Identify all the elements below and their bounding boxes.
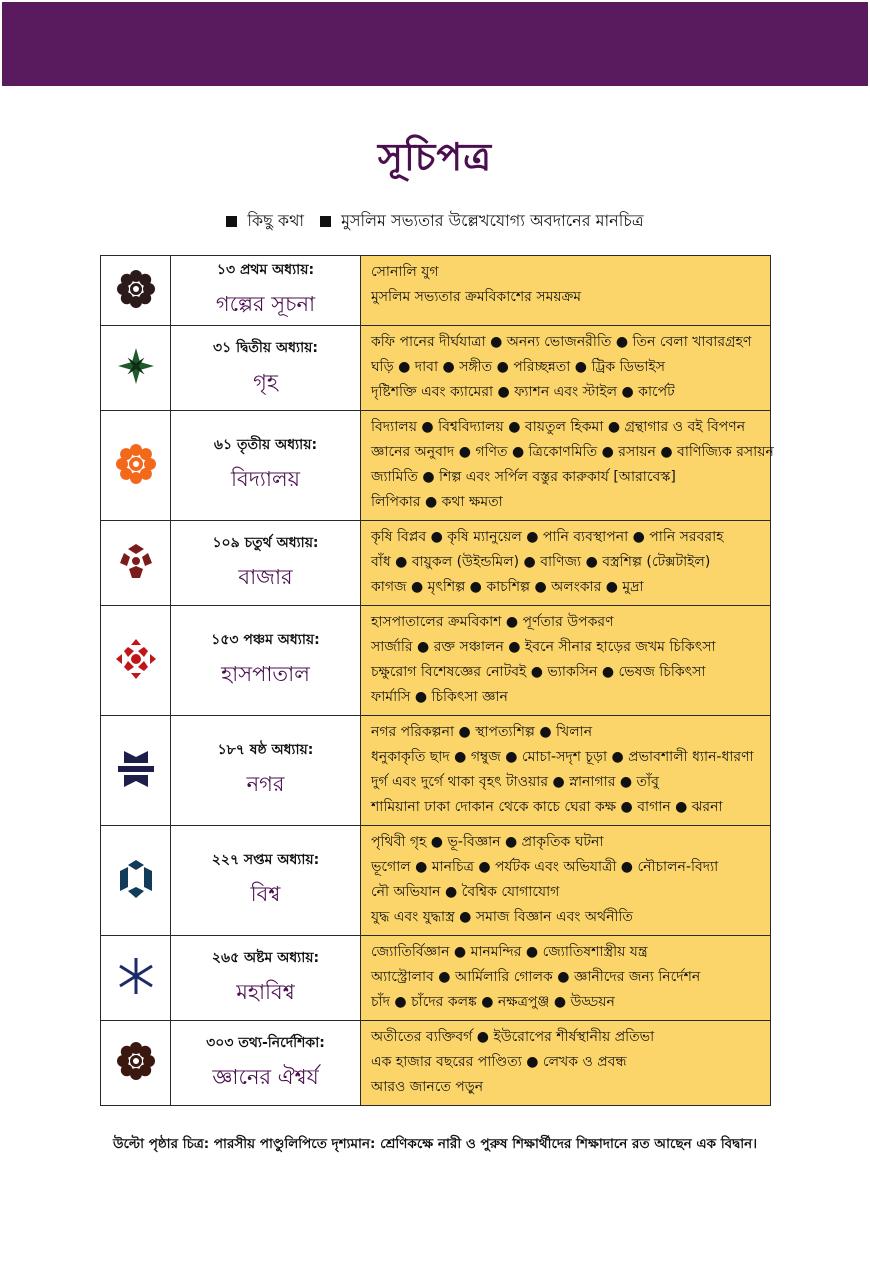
header-bar: [2, 2, 868, 86]
chapter-heading-cell: [171, 716, 361, 826]
orange-flower-icon: [114, 442, 158, 486]
chapter-icon-cell: [101, 1021, 171, 1106]
bullet-square-icon: [320, 216, 331, 227]
chapter-icon-cell: [101, 326, 171, 411]
topic-line: নৌ অভিযান ● বৈশ্বিক যোগাযোগ: [371, 884, 560, 900]
topic-line: নগর পরিকল্পনা ● স্থাপত্যশিল্প ● খিলান: [371, 724, 593, 740]
chapter-title[interactable]: নগর: [246, 772, 285, 796]
chapter-icon-cell: [101, 606, 171, 716]
topic-line: কাগজ ● মৃৎশিল্প ● কাচশিল্প ● অলংকার ● মুদ্রা: [371, 579, 644, 595]
topic-line: অতীতের ব্যক্তিবর্গ ● ইউরোপের শীর্ষস্থানীয় প্রতিভা: [371, 1029, 655, 1045]
chapter-topics-cell: [361, 521, 771, 606]
chapter-heading-cell: [171, 1021, 361, 1106]
bullet-square-icon: [226, 216, 237, 227]
topic-line: জ্যামিতি ● শিল্প এবং সর্পিল বস্তুর কারুকার্য [আরাবেস্ক]: [371, 469, 676, 485]
topic-line: লিপিকার ● কথা ক্ষমতা: [371, 494, 503, 510]
intro-item[interactable]: কিছু কথা: [247, 211, 305, 230]
teal-hexagon-icon: [114, 857, 158, 901]
chapter-icon-cell: [101, 716, 171, 826]
chapter-heading-cell: [171, 826, 361, 936]
chapter-row: [101, 826, 771, 936]
topic-line: দৃষ্টিশক্তি এবং ক্যামেরা ● ফ্যাশন এবং স্টাইল ● কার্পেট: [371, 384, 675, 400]
topic-line: শামিয়ানা ঢাকা দোকান থেকে কাচে ঘেরা কক্ষ ● বাগান ● ঝরনা: [371, 799, 723, 815]
chapter-label: ১৮৭ ষষ্ঠ অধ্যায়:: [217, 742, 314, 758]
chapter-heading-cell: [171, 411, 361, 521]
chapter-row: [101, 606, 771, 716]
topic-line: আরও জানতে পড়ুন: [371, 1079, 484, 1095]
chapter-title[interactable]: জ্ঞানের ঐশ্বর্য: [212, 1064, 319, 1089]
chapter-row: [101, 326, 771, 411]
topic-line: মুসলিম সভ্যতার ক্রমবিকাশের সময়ক্রম: [371, 289, 582, 305]
page-title: সূচিপত্র: [377, 135, 493, 179]
topic-line: হাসপাতালের ক্রমবিকাশ ● পূর্ণতার উপকরণ: [371, 614, 614, 630]
chapter-label: ১৫৩ পঞ্চম অধ্যায়:: [211, 632, 320, 648]
topic-line: বিদ্যালয় ● বিশ্ববিদ্যালয় ● বায়তুল হিকমা ● গ্রন্থাগার ও বই বিপণন: [371, 419, 746, 435]
green-star-icon: [114, 344, 158, 388]
chapter-row: [101, 521, 771, 606]
intro-links: [0, 208, 870, 235]
topic-line: ঘড়ি ● দাবা ● সঙ্গীত ● পরিচ্ছন্নতা ● ট্রিক ডিভাইস: [371, 359, 665, 375]
topic-line: দুর্গ এবং দুর্গে থাকা বৃহৎ টাওয়ার ● স্নানাগার ● তাঁবু: [371, 774, 659, 790]
chapter-title[interactable]: বিদ্যালয়: [231, 467, 300, 491]
chapter-row: [101, 411, 771, 521]
chapter-icon-cell: [101, 521, 171, 606]
contents-table: [100, 255, 774, 1106]
chapter-label: ৬১ তৃতীয় অধ্যায়:: [213, 437, 318, 453]
chapter-icon-cell: [101, 256, 171, 326]
chapter-label: ২৬৫ অষ্টম অধ্যায়:: [211, 949, 320, 966]
chapter-topics-cell: [361, 411, 774, 521]
topic-line: ধনুকাকৃতি ছাদ ● গম্বুজ ● মোচা-সদৃশ চূড়া ● প্রভাবশালী ধ্যান-ধারণা: [371, 749, 754, 765]
intro-item[interactable]: মুসলিম সভ্যতার উল্লেখযোগ্য অবদানের মানচিত্র: [341, 211, 644, 230]
topic-line: পৃথিবী গৃহ ● ভূ-বিজ্ঞান ● প্রাকৃতিক ঘটনা: [371, 834, 604, 850]
chapter-title[interactable]: বিশ্ব: [250, 882, 281, 906]
chapter-row: [101, 936, 771, 1021]
topic-line: বাঁধ ● বায়ুকল (উইন্ডমিল) ● বাণিজ্য ● বস্ত্রশিল্প (টেক্সটাইল): [371, 554, 711, 570]
brown-rosette-icon: [114, 1039, 158, 1083]
chapter-icon-cell: [101, 936, 171, 1021]
chapter-topics-cell: [361, 716, 771, 826]
topic-line: চাঁদ ● চাঁদের কলঙ্ক ● নক্ষত্রপুঞ্জ ● উড্ডয়ন: [371, 994, 615, 1010]
topic-line: সার্জারি ● রক্ত সঞ্চালন ● ইবনে সীনার হাড়ের জখম চিকিৎসা: [371, 639, 716, 655]
chapter-heading-cell: [171, 936, 361, 1021]
navy-arch-icon: [114, 747, 158, 791]
chapter-label: ৩১ দ্বিতীয় অধ্যায়:: [213, 339, 318, 356]
topic-line: এক হাজার বছরের পাণ্ডিত্য ● লেখক ও প্রবন্ধ: [371, 1054, 627, 1070]
topic-line: যুদ্ধ এবং যুদ্ধাস্ত্র ● সমাজ বিজ্ঞান এবং অর্থনীতি: [371, 909, 633, 925]
chapter-topics-cell: [361, 606, 771, 716]
chapter-heading-cell: [171, 521, 361, 606]
chapter-title[interactable]: হাসপাতাল: [221, 662, 310, 686]
topic-line: জ্যোতির্বিজ্ঞান ● মানমন্দির ● জ্যোতিষশাস্ত্রীয় যন্ত্র: [371, 944, 648, 960]
chapter-heading-cell: [171, 256, 361, 326]
topic-line: অ্যাস্ট্রোলাব ● আর্মিলারি গোলক ● জ্ঞানীদের জন্য নির্দেশন: [371, 969, 701, 985]
dark-rosette-icon: [114, 267, 158, 311]
chapter-heading-cell: [171, 326, 361, 411]
topic-line: কৃষি বিপ্লব ● কৃষি ম্যানুয়েল ● পানি ব্যবস্থাপনা ● পানি সরবরাহ: [371, 529, 724, 545]
topic-line: ভূগোল ● মানচিত্র ● পর্যটক এবং অভিযাত্রী ● নৌচালন-বিদ্যা: [371, 859, 719, 875]
topic-line: চক্ষুরোগ বিশেষজ্ঞের নোটবই ● ভ্যাকসিন ● ভেষজ চিকিৎসা: [371, 664, 706, 680]
chapter-title[interactable]: মহাবিশ্ব: [236, 979, 295, 1004]
chapter-row: [101, 1021, 771, 1106]
chapter-label: ২২৭ সপ্তম অধ্যায়:: [211, 852, 320, 868]
chapter-icon-cell: [101, 411, 171, 521]
chapter-title[interactable]: গল্পের সূচনা: [215, 292, 316, 316]
red-rosette-icon: [114, 637, 158, 681]
maroon-hex-icon: [114, 539, 158, 583]
chapter-title[interactable]: বাজার: [238, 564, 293, 589]
chapter-label: ১৩ প্রথম অধ্যায়:: [216, 262, 315, 278]
topic-line: সোনালি যুগ: [371, 264, 439, 280]
topic-line: জ্ঞানের অনুবাদ ● গণিত ● ত্রিকোণমিতি ● রসায়ন ● বাণিজ্যিক রসায়ন: [371, 444, 774, 460]
chapter-row: [101, 716, 771, 826]
chapter-label: ১০৯ চতুর্থ অধ্যায়:: [212, 534, 319, 551]
chapter-topics-cell: [361, 936, 771, 1021]
topic-line: ফার্মাসি ● চিকিৎসা জ্ঞান: [371, 689, 508, 705]
chapter-topics-cell: [361, 826, 771, 936]
chapter-title[interactable]: গৃহ: [253, 369, 278, 394]
caption: উল্টো পৃষ্ঠার চিত্র: পারসীয় পাণ্ডুলিপিতে দৃশ্যমান: শ্রেণিকক্ষে নারী ও পুরুষ শিক্ষার্থীদের শিক্ষাদানে রত আছেন এক বিদ্বান।: [112, 1136, 758, 1152]
chapter-row: [101, 256, 771, 326]
chapter-label: ৩০৩ তথ্য-নির্দেশিকা:: [206, 1034, 325, 1051]
chapter-icon-cell: [101, 826, 171, 936]
chapter-topics-cell: [361, 1021, 771, 1106]
chapter-heading-cell: [171, 606, 361, 716]
topic-line: কফি পানের দীর্ঘযাত্রা ● অনন্য ভোজনরীতি ● তিন বেলা খাবারগ্রহণ: [371, 334, 752, 350]
chapter-topics-cell: [361, 256, 771, 326]
chapter-topics-cell: [361, 326, 771, 411]
navy-asterisk-icon: [114, 954, 158, 998]
